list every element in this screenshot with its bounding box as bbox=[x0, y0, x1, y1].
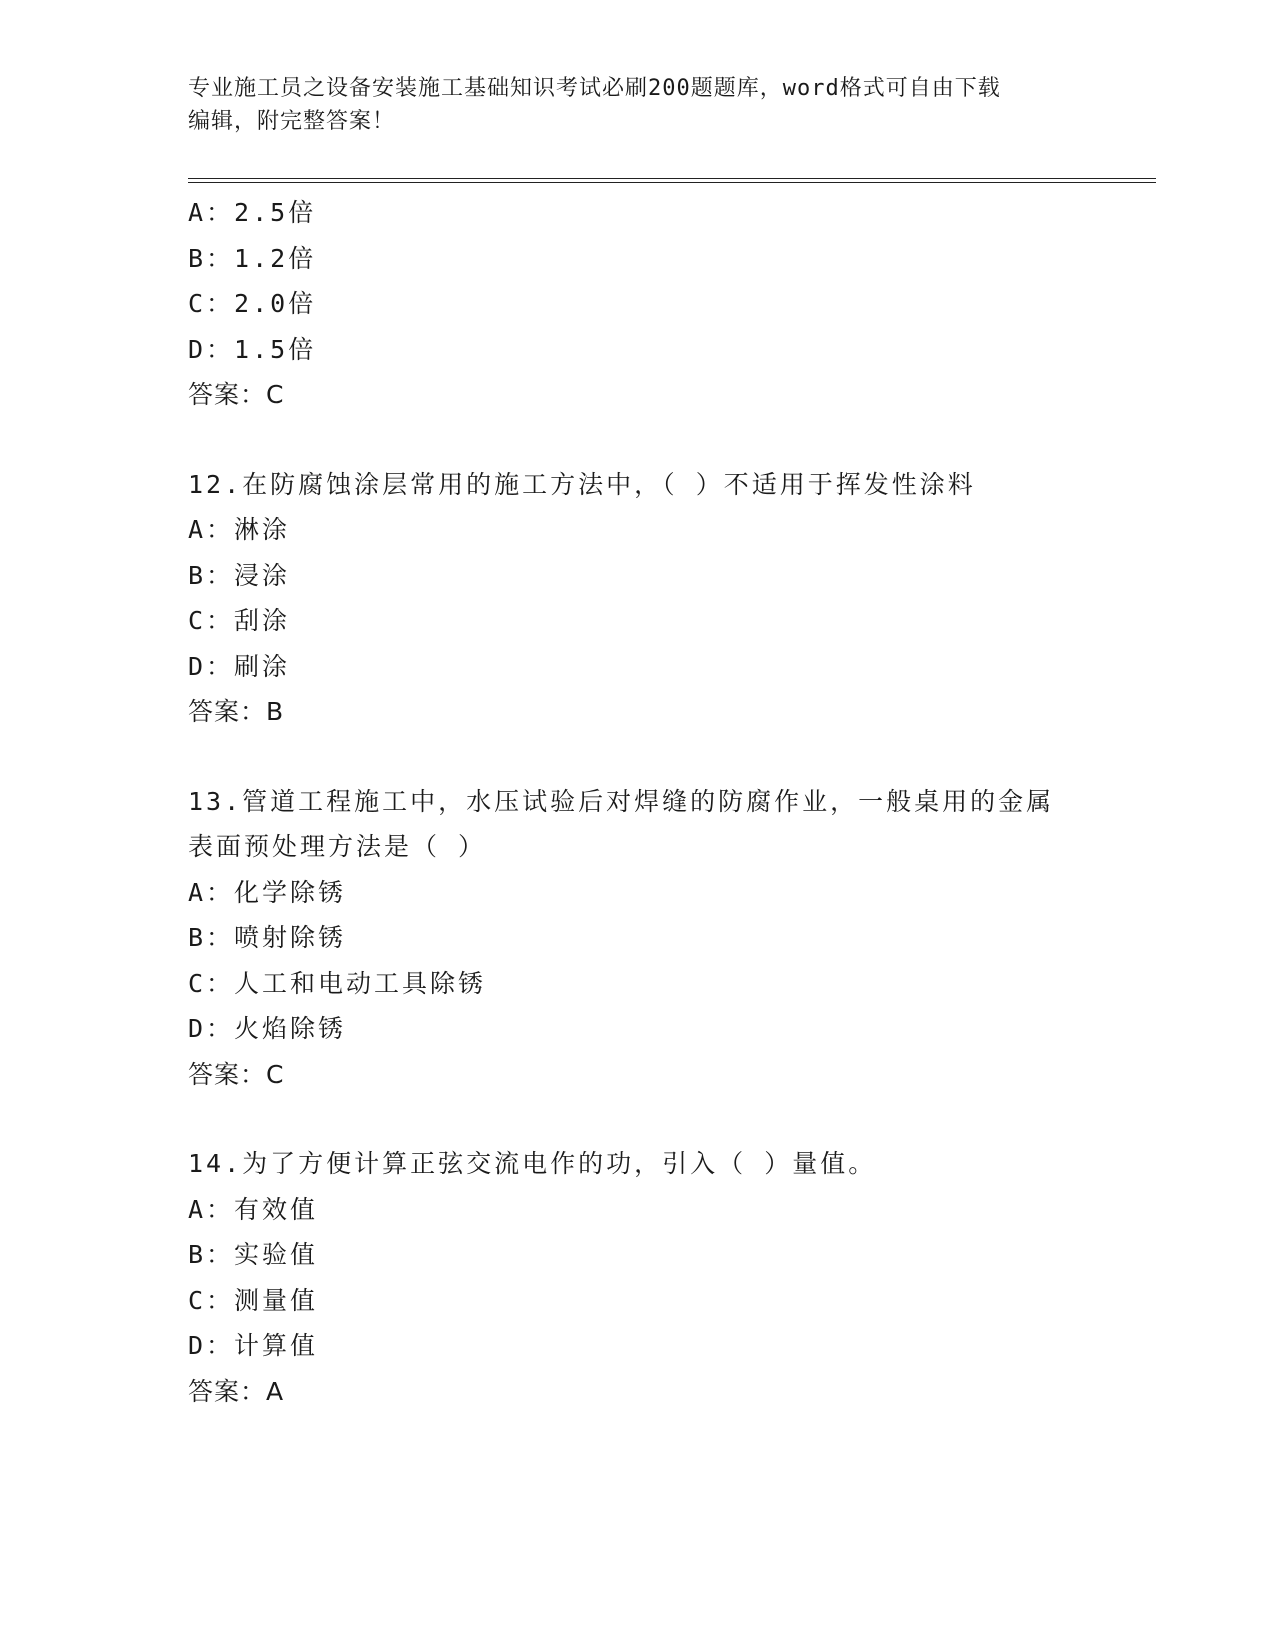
question-11-block bbox=[188, 190, 1148, 418]
spacer bbox=[188, 1097, 1148, 1141]
option-b: B：1.2倍 bbox=[188, 243, 317, 273]
option-c: C：2.0倍 bbox=[188, 289, 317, 318]
answer-line: 答案：C bbox=[188, 380, 285, 409]
header-double-rule bbox=[188, 178, 1156, 183]
option-b: B：浸涂 bbox=[188, 560, 291, 590]
option-b: B：喷射除锈 bbox=[188, 923, 347, 952]
option-a: A：化学除锈 bbox=[188, 877, 347, 907]
option-a: A：淋涂 bbox=[188, 515, 291, 544]
header-line-2: 编辑，附完整答案！ bbox=[188, 109, 396, 134]
option-d: D：火焰除锈 bbox=[188, 1014, 347, 1043]
option-d: D：计算值 bbox=[188, 1331, 319, 1360]
question-stem: 12.在防腐蚀涂层常用的施工方法中，（ ）不适用于挥发性涂料 bbox=[188, 469, 976, 499]
option-b: B：实验值 bbox=[188, 1240, 319, 1269]
question-stem-continued: 表面预处理方法是（ ） bbox=[188, 832, 487, 861]
option-d: D：1.5倍 bbox=[188, 334, 317, 364]
header-line-1: 专业施工员之设备安装施工基础知识考试必刷200题题库，word格式可自由下载 bbox=[188, 76, 1001, 101]
option-a: A：有效值 bbox=[188, 1194, 319, 1224]
option-c: C：刮涂 bbox=[188, 606, 291, 635]
page-header bbox=[188, 72, 1068, 138]
option-d: D：刷涂 bbox=[188, 651, 291, 681]
answer-line: 答案：C bbox=[188, 1059, 285, 1089]
option-a: A：2.5倍 bbox=[188, 198, 317, 227]
question-12-block bbox=[188, 462, 1148, 735]
answer-line: 答案：B bbox=[188, 697, 285, 726]
question-stem: 14.为了方便计算正弦交流电作的功，引入（ ）量值。 bbox=[188, 1149, 877, 1178]
answer-line: 答案：A bbox=[188, 1376, 285, 1406]
question-14-block bbox=[188, 1141, 1148, 1414]
option-c: C：测量值 bbox=[188, 1285, 319, 1315]
question-13-block bbox=[188, 779, 1148, 1098]
spacer bbox=[188, 735, 1148, 779]
spacer bbox=[188, 418, 1148, 462]
question-stem: 13.管道工程施工中，水压试验后对焊缝的防腐作业，一般桌用的金属 bbox=[188, 786, 1055, 816]
question-content bbox=[188, 190, 1148, 1414]
option-c: C：人工和电动工具除锈 bbox=[188, 968, 487, 998]
